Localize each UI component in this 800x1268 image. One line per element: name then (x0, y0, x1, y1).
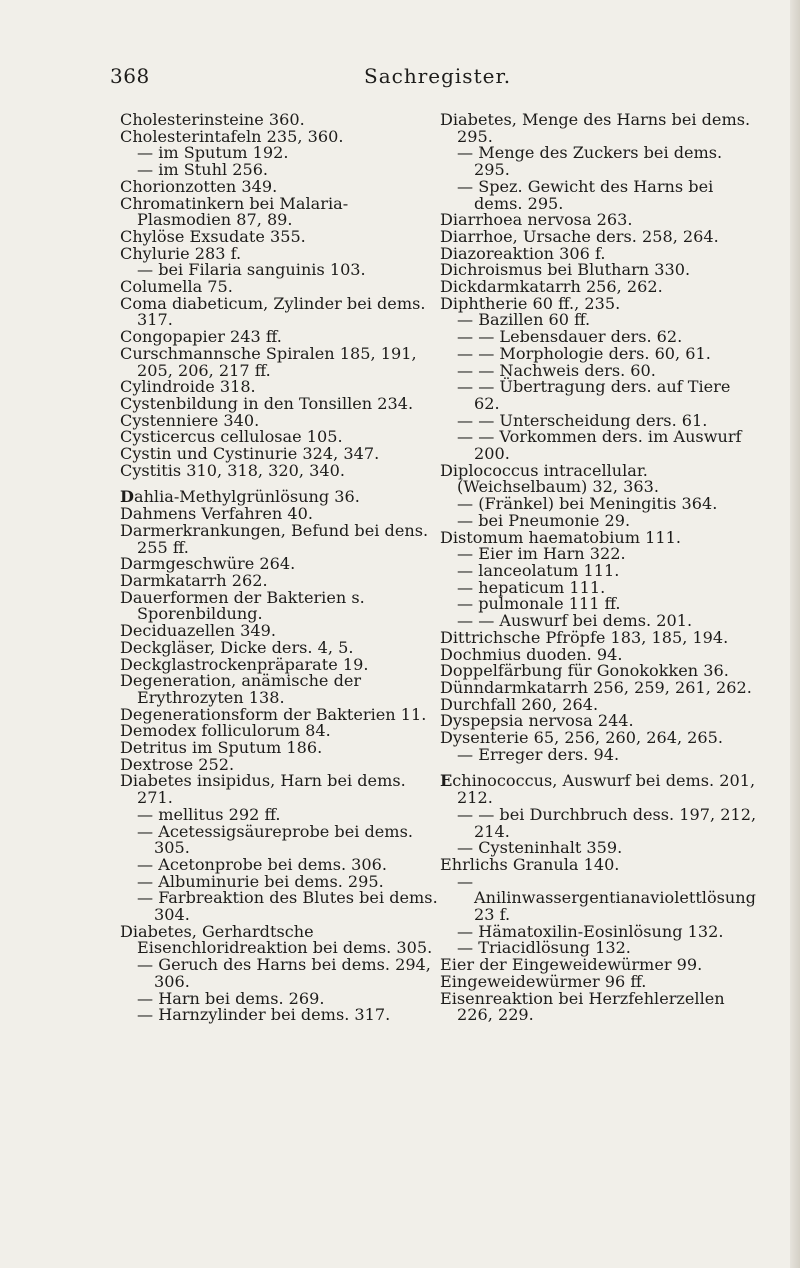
index-entry-text: Dyspepsia nervosa 244. (440, 711, 634, 731)
index-entry (440, 871, 760, 925)
section-initial-letter: D (120, 487, 134, 507)
index-entry-text: — — bei Durchbruch dess. 197, 212, 214. (457, 804, 757, 841)
page-header (110, 64, 710, 98)
index-entry-text: Deciduazellen 349. (120, 621, 276, 641)
index-entry (120, 673, 440, 706)
index-entry-text: Cystenbildung in den Tonsillen 234. (120, 393, 414, 413)
index-entry-text: — (Fränkel) bei Meningitis 364. (457, 494, 718, 514)
index-entry-text: Deckgläser, Dicke ders. 4, 5. (120, 637, 354, 657)
index-entry-text: chinococcus, Auswurf bei dems. 201, 212. (452, 771, 756, 808)
index-entry (440, 773, 760, 806)
index-entry-text: Cholesterinsteine 360. (120, 110, 305, 129)
index-entry-text: — Spez. Gewicht des Harns bei dems. 295. (457, 176, 714, 213)
index-entry-text: — Bazillen 60 ff. (457, 310, 591, 330)
index-entry-text: Diabetes insipidus, Harn bei dems. 271. (120, 771, 406, 808)
index-entry-text: Darmgeschwüre 264. (120, 554, 296, 574)
index-entry-text: — — Lebensdauer ders. 62. (457, 327, 683, 347)
index-entry-text: — Eier im Harn 322. (457, 544, 626, 564)
index-entry-text: Demodex folliculorum 84. (120, 721, 331, 741)
index-entry-text: — — Morphologie ders. 60, 61. (457, 343, 711, 363)
index-entry-text: Cystenniere 340. (120, 410, 260, 430)
index-entry-text: Eier der Eingeweidewürmer 99. (440, 955, 703, 975)
index-entry (120, 1007, 440, 1024)
index-entry (120, 460, 440, 480)
index-entry (440, 176, 760, 213)
index-entry-text: Doppelfärbung für Gonokokken 36. (440, 661, 729, 681)
index-entry-text: Diarrhoea nervosa 263. (440, 210, 633, 230)
index-entry-text: — im Sputum 192. (137, 143, 289, 163)
index-entry-text: — Acetonprobe bei dems. 306. (137, 854, 388, 874)
index-entry-text: Degenerationsform der Bakterien 11. (120, 704, 427, 724)
index-entry-text: Cholesterintafeln 235, 360. (120, 126, 344, 146)
index-entry-text: — Anilinwassergentianaviolettlösung 23 f. (457, 871, 756, 925)
index-entry-text: — Albuminurie bei dems. 295. (137, 871, 384, 891)
index-entry-text: — bei Filaria sanguinis 103. (137, 260, 366, 280)
index-entry-text: — Menge des Zuckers bei dems. 295. (457, 143, 723, 180)
index-entry-text: Detritus im Sputum 186. (120, 738, 323, 758)
index-entry-text: Congopapier 243 ff. (120, 327, 282, 347)
index-entry-text: Columella 75. (120, 277, 233, 297)
index-entry (440, 379, 760, 412)
index-entry-text: Curschmannsche Spiralen 185, 191, 205, 206, 217 ff. (120, 343, 417, 380)
index-entry-text: Distomum haematobium 111. (440, 527, 681, 547)
index-entry-text: — Geruch des Harns bei dems. 294, 306. (137, 955, 431, 991)
index-entry-text: Cysticercus cellulosae 105. (120, 427, 343, 447)
index-entry-text: — Harnzylinder bei dems. 317. (137, 1005, 391, 1025)
index-entry-text: Eingeweidewürmer 96 ff. (440, 971, 647, 991)
index-entry-text: Cylindroide 318. (120, 377, 256, 397)
index-entry (440, 804, 760, 841)
index-entry-text: Dichroismus bei Blutharn 330. (440, 260, 691, 280)
index-entry (120, 821, 440, 858)
index-entry-text: Dünndarmkatarrh 256, 259, 261, 262. (440, 677, 752, 697)
index-entry (120, 193, 440, 230)
running-title: Sachregister. (364, 64, 512, 88)
index-entry (120, 293, 440, 330)
section-initial-letter: E (440, 771, 453, 791)
index-entry-text: — mellitus 292 ff. (137, 804, 281, 824)
index-entry-text: Darmkatarrh 262. (120, 570, 268, 590)
index-entry-text: Chorionzotten 349. (120, 176, 278, 196)
index-entry-text: ahlia-Methylgrünlösung 36. (133, 487, 360, 507)
index-entry (440, 854, 760, 874)
index-entry-text: Chromatinkern bei Malaria-Plasmodien 87, 89. (120, 193, 349, 230)
index-entry-text: Ehrlichs Granula 140. (440, 854, 620, 874)
index-entry-text: — lanceolatum 111. (457, 560, 620, 580)
index-entry-text: Deckglastrockenpräparate 19. (120, 654, 369, 674)
index-entry-text: — — Vorkommen ders. im Auswurf 200. (457, 427, 742, 464)
index-entry-text: Dysenterie 65, 256, 260, 264, 265. (440, 728, 724, 748)
index-entry-text: Diabetes, Menge des Harns bei dems. 295. (440, 110, 751, 146)
index-entry (120, 890, 440, 923)
index-entry-text: — Erreger ders. 94. (457, 744, 620, 764)
index-entry (440, 988, 760, 1025)
index-entry-text: Dextrose 252. (120, 754, 235, 774)
index-entry-text: — Triacidlösung 132. (457, 938, 631, 958)
index-entry (120, 957, 440, 990)
index-entry-text: Chylurie 283 f. (120, 243, 242, 263)
index-entry (440, 744, 760, 764)
index-entry-text: — im Stuhl 256. (137, 160, 269, 180)
index-entry-text: Diphtherie 60 ff., 235. (440, 293, 621, 313)
index-entry (440, 145, 760, 178)
index-entry-text: Diarrhoe, Ursache ders. 258, 264. (440, 226, 719, 246)
index-entry (120, 587, 440, 624)
index-entry-text: — — Auswurf bei dems. 201. (457, 611, 693, 631)
index-entry-text: — Harn bei dems. 269. (137, 988, 325, 1008)
index-entry-text: Cystin und Cystinurie 324, 347. (120, 444, 380, 464)
index-entry (120, 343, 440, 380)
index-entry-text: — Farbreaktion des Blutes bei dems. 304. (137, 888, 438, 925)
index-entry-text: — — Unterscheidung ders. 61. (457, 410, 708, 430)
index-entry (120, 520, 440, 557)
index-entry (440, 429, 760, 462)
index-entry-text: Dauerformen der Bakterien s. Sporenbildung. (120, 587, 365, 624)
index-entry (440, 112, 760, 145)
index-entry-text: Dochmius duoden. 94. (440, 644, 623, 664)
index-entry-text: Dittrichsche Pfröpfe 183, 185, 194. (440, 627, 729, 647)
index-entry (120, 773, 440, 806)
index-entry-text: Dahmens Verfahren 40. (120, 504, 313, 524)
index-column-right (440, 112, 760, 1024)
index-entry-text: Darmerkrankungen, Befund bei dens. 255 ff. (120, 520, 429, 557)
index-column-left (120, 112, 440, 1024)
page-edge-shadow (790, 0, 800, 1268)
index-entry-text: — — Übertragung ders. auf Tiere 62. (457, 377, 731, 413)
index-entry-text: Cystitis 310, 318, 320, 340. (120, 460, 345, 480)
index-entry-text: Diplococcus intracellular. (Weichselbaum) 32, 363. (440, 460, 659, 497)
index-entry (120, 921, 440, 958)
index-entry-text: Chylöse Exsudate 355. (120, 226, 306, 246)
index-entry (440, 460, 760, 497)
page-number: 368 (110, 64, 150, 88)
index-entry-text: — pulmonale 111 ff. (457, 594, 621, 614)
index-entry-text: Dickdarmkatarrh 256, 262. (440, 277, 663, 297)
index-entry-text: Durchfall 260, 264. (440, 694, 599, 714)
index-entry-text: — bei Pneumonie 29. (457, 510, 631, 530)
index-entry-text: Eisenreaktion bei Herzfehlerzellen 226, 229. (440, 988, 725, 1025)
index-entry-text: Coma diabeticum, Zylinder bei dems. 317. (120, 293, 426, 330)
index-entry-text: Degeneration, anämische der Erythrozyten 138. (120, 671, 362, 707)
index-entry-text: — — Nachweis ders. 60. (457, 360, 656, 380)
index-entry-text: — Cysteninhalt 359. (457, 838, 623, 858)
index-entry-text: — Acetessigsäureprobe bei dems. 305. (137, 821, 413, 858)
index-entry-text: Diabetes, Gerhardtsche Eisenchloridreaktion bei dems. 305. (120, 921, 433, 958)
index-entry-text: Diazoreaktion 306 f. (440, 243, 606, 263)
index-entry-text: — hepaticum 111. (457, 577, 606, 597)
index-entry-text: — Hämatoxilin-Eosinlösung 132. (457, 921, 724, 941)
